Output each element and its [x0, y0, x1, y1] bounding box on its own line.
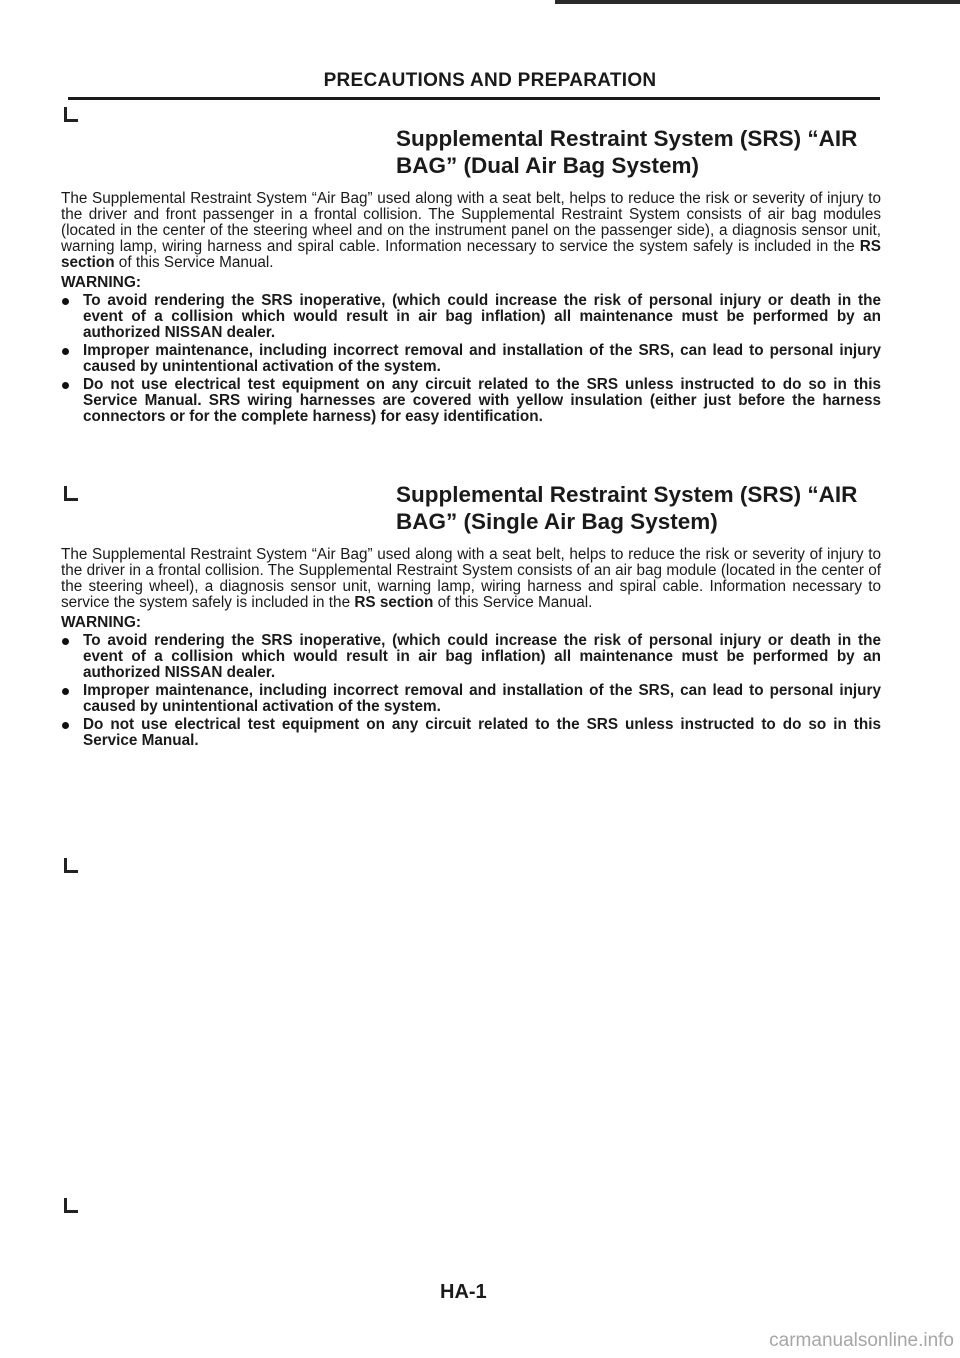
- section-title-line: Supplemental Restraint System (SRS) “AIR: [396, 126, 858, 151]
- top-edge-rule: [555, 0, 960, 4]
- bullet-icon: [62, 298, 69, 305]
- section-body: The Supplemental Restraint System “Air Bag” used along with a seat belt, helps to reduce the risk or severity of injury to the driver in a frontal collision. The Supplemental Restraint System consists of an air bag module (located in the center of the steering wheel), a diagnosis sensor unit, warning lamp, wiring harness and spiral cable. Information necessary to service the system safely is included in the RS section of this Service Manual.: [61, 546, 881, 611]
- bullet-icon: [62, 382, 69, 389]
- section-title-line: Supplemental Restraint System (SRS) “AIR: [396, 482, 858, 507]
- section-title-line: BAG” (Single Air Bag System): [396, 509, 718, 534]
- warning-list: [61, 293, 881, 425]
- rs-section-reference: RS section: [354, 594, 434, 611]
- bullet-icon: [62, 638, 69, 645]
- corner-mark-icon: [64, 1198, 78, 1213]
- warning-item: To avoid rendering the SRS inoperative, (which could increase the risk of personal injury or death in the event of a collision which would result in air bag inflation) all maintenance must be performed by an authorized NISSAN dealer.: [61, 633, 881, 681]
- bullet-icon: [62, 688, 69, 695]
- section-title-line: BAG” (Dual Air Bag System): [396, 153, 699, 178]
- warning-label: WARNING:: [61, 274, 142, 291]
- page-number: HA-1: [440, 1281, 487, 1303]
- warning-item: Improper maintenance, including incorrect removal and installation of the SRS, can lead to personal injury caused by unintentional activation of the system.: [61, 683, 881, 715]
- warning-list: [61, 633, 881, 749]
- corner-mark-icon: [64, 107, 78, 122]
- bullet-icon: [62, 722, 69, 729]
- warning-item: To avoid rendering the SRS inoperative, (which could increase the risk of personal injury or death in the event of a collision which would result in air bag inflation) all maintenance must be performed by an authorized NISSAN dealer.: [61, 293, 881, 341]
- warning-label: WARNING:: [61, 614, 142, 631]
- bullet-icon: [62, 348, 69, 355]
- section-single-air-bag: [61, 481, 881, 751]
- watermark: carmanualsonline.info: [769, 1330, 954, 1351]
- corner-mark-icon: [64, 858, 78, 873]
- section-dual-air-bag: [61, 125, 881, 427]
- warning-item: Do not use electrical test equipment on any circuit related to the SRS unless instructed to do so in this Service Manual.: [61, 717, 881, 749]
- warning-item: Improper maintenance, including incorrect removal and installation of the SRS, can lead to personal injury caused by unintentional activation of the system.: [61, 343, 881, 375]
- warning-item: Do not use electrical test equipment on any circuit related to the SRS unless instructed to do so in this Service Manual. SRS wiring harnesses are covered with yellow insulation (either just before the harness connectors or for the complete harness) for easy identification.: [61, 377, 881, 425]
- page-header-title: PRECAUTIONS AND PREPARATION: [323, 70, 657, 91]
- section-title: [396, 125, 881, 179]
- section-body: The Supplemental Restraint System “Air Bag” used along with a seat belt, helps to reduce the risk or severity of injury to the driver and front passenger in a frontal collision. The Supplemental Restraint System consists of air bag modules (located in the center of the steering wheel and on the instrument panel on the passenger side), a diagnosis sensor unit, warning lamp, wiring harness and spiral cable. Information necessary to service the system safely is included in the RS section of this Service Manual.: [61, 190, 881, 271]
- rs-section-reference: RS section: [61, 238, 881, 271]
- section-title: [396, 481, 881, 535]
- header-rule: [68, 97, 880, 100]
